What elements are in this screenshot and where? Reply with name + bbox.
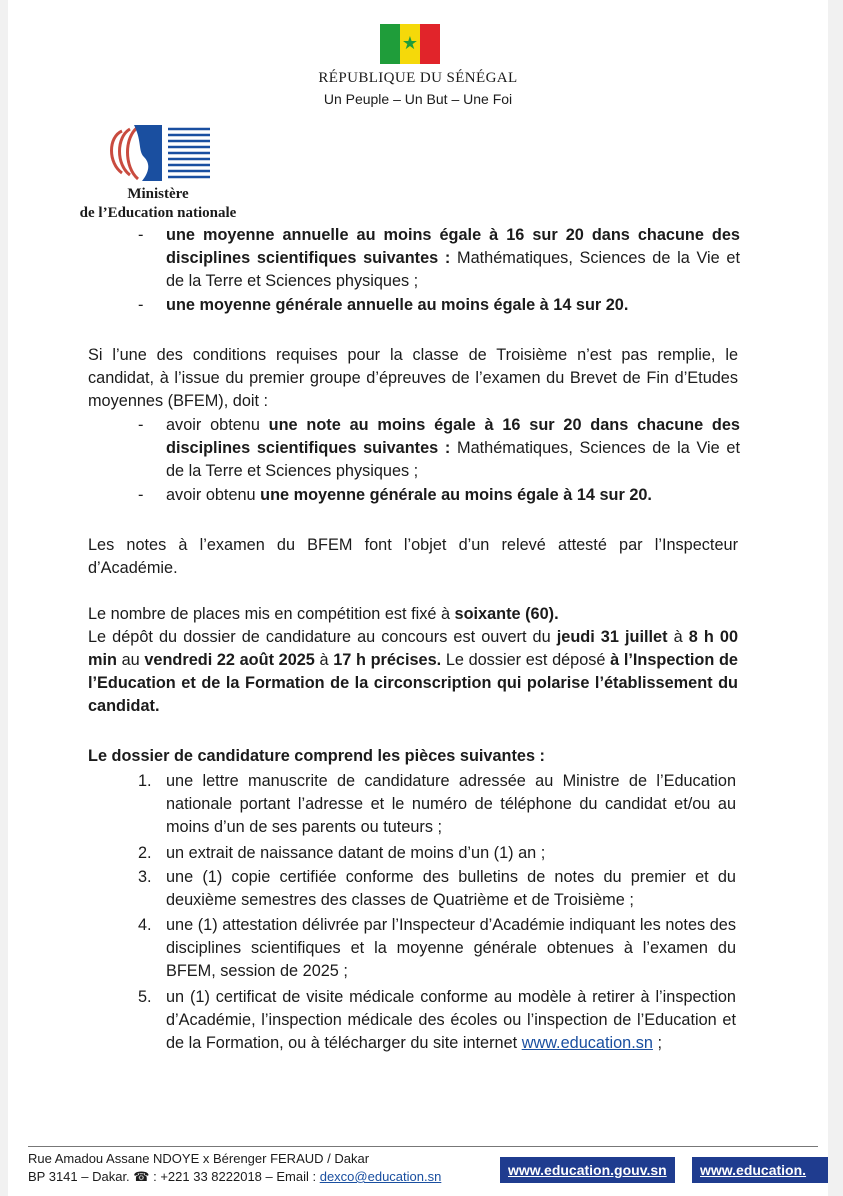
piece-number: 4. [138, 916, 152, 934]
paragraph-notes: Les notes à l’examen du BFEM font l’objet d’un relevé attesté par l’Inspecteur d’Académie. [88, 536, 738, 577]
piece-number: 2. [138, 844, 152, 862]
national-motto: Un Peuple – Un But – Une Foi [323, 91, 513, 107]
footer-divider [28, 1146, 818, 1147]
piece-text: une (1) copie certifiée conforme des bulletins de notes du premier et du deuxième semestres des classes de Quatrième et de Troisième ; [166, 868, 736, 909]
paragraph-places [88, 603, 738, 626]
dossier-title-text: Le dossier de candidature comprend les pièces suivantes : [88, 747, 545, 765]
bfem-pre: avoir obtenu [166, 486, 261, 504]
piece-item [128, 770, 740, 839]
bfem-bold: une moyenne générale au moins égale à 14 sur 20. [260, 486, 652, 504]
star-icon: ★ [401, 33, 419, 53]
ministry-line-2: de l’Education nationale [79, 205, 237, 221]
piece-item [128, 914, 740, 983]
piece-text-main: un (1) certificat de visite médicale conforme au modèle à retirer à l’inspection d’Académie, l’inspection médicale des écoles ou l’inspection de l’Education et de la Formation, ou à télécharger du site internet [166, 988, 736, 1052]
places-bold: soixante (60). [454, 605, 559, 623]
ministry-logo [104, 123, 214, 183]
condition-item: - une moyenne annuelle au moins égale à 16 sur 20 dans chacune des disciplines scientifiques suivantes : Mathématiques, Sciences de la Vie et de la Terre et Sciences physiques ; [138, 226, 741, 290]
piece-item [128, 842, 740, 865]
ministry-line-1: Ministère [127, 186, 189, 202]
depot-location: à l’Inspection de l’Education et de la Formation de la circonscription qui polarise l’établissement du candidat. [88, 651, 738, 715]
depot-text: Le dépôt du dossier de candidature au concours est ouvert du [88, 628, 557, 646]
footer-email-link[interactable]: dexco@education.sn [319, 1169, 442, 1184]
depot-text: Le dossier est déposé [441, 651, 611, 669]
footer-phone: : +221 33 8222018 [149, 1169, 262, 1184]
condition-text: Mathématiques, Sciences de la Vie et de la Terre et Sciences physiques ; [166, 249, 741, 290]
depot-text: à [314, 651, 334, 669]
condition-bold: une moyenne annuelle au moins égale à 16 sur 20 dans chacune des disciplines scientifiques suivantes : [166, 226, 740, 267]
senegal-flag [380, 24, 440, 64]
footer-contact [28, 1169, 441, 1185]
depot-date-start: jeudi 31 juillet [556, 628, 668, 646]
places-text: Le nombre de places mis en compétition est fixé à [88, 605, 455, 623]
bfem-bold: une note au moins égale à 16 sur 20 dans chacune des disciplines scientifiques suivantes : [166, 416, 740, 457]
footer-email-label: – Email : [261, 1169, 320, 1184]
depot-text: au [116, 651, 145, 669]
piece-text [166, 986, 736, 1055]
piece-text: une lettre manuscrite de candidature adressée au Ministre de l’Education nationale portant l’adresse et le numéro de téléphone du candidat et/ou au moins d’un de ses parents ou tuteurs ; [166, 772, 736, 836]
dossier-title [88, 745, 738, 768]
bfem-item: - avoir obtenu une moyenne générale au moins égale à 14 sur 20. [138, 486, 652, 504]
bfem-item: - avoir obtenu une note au moins égale à 16 sur 20 dans chacune des disciplines scientifiques suivantes : Mathématiques, Sciences de la Vie et de la Terre et Sciences physiques ; [138, 416, 741, 480]
bfem-pre: avoir obtenu [166, 416, 269, 434]
footer-bp: BP 3141 – Dakar. [28, 1169, 130, 1184]
condition-item: - une moyenne générale annuelle au moins égale à 14 sur 20. [138, 296, 629, 314]
piece-number: 1. [138, 772, 152, 790]
depot-text: à [667, 628, 689, 646]
site-link-gouv[interactable]: www.education.gouv.sn [500, 1157, 675, 1183]
paragraph-troisieme: Si l’une des conditions requises pour la classe de Troisième n’est pas remplie, le candidat, à l’issue du premier groupe d’épreuves de l’examen du Brevet de Fin d’Etudes moyennes (BFEM), doit : [88, 346, 738, 410]
depot-time-end: 17 h précises. [333, 651, 442, 669]
site-link-education[interactable]: www.education. [692, 1157, 828, 1183]
piece-item [128, 986, 740, 1055]
ministry-name [58, 185, 258, 223]
bfem-text: Mathématiques, Sciences de la Vie et de la Terre et Sciences physiques ; [166, 439, 741, 480]
piece-text: un extrait de naissance datant de moins d’un (1) an ; [166, 844, 546, 862]
condition-bold: une moyenne générale annuelle au moins égale à 14 sur 20. [166, 296, 629, 314]
phone-icon: ☎ [133, 1169, 150, 1184]
education-site-link[interactable]: www.education.sn [521, 1034, 653, 1052]
republic-title: RÉPUBLIQUE DU SÉNÉGAL [318, 70, 518, 86]
piece-text-end: ; [652, 1034, 662, 1052]
paragraph-depot [88, 626, 738, 718]
document-page [8, 0, 828, 1196]
piece-number: 5. [138, 988, 152, 1006]
footer-address: Rue Amadou Assane NDOYE x Bérenger FERAUD / Dakar [28, 1151, 370, 1166]
depot-date-end: vendredi 22 août 2025 [144, 651, 315, 669]
piece-number: 3. [138, 868, 152, 886]
piece-text: une (1) attestation délivrée par l’Inspecteur d’Académie indiquant les notes des disciplines scientifiques et la moyenne générale obtenues à l’examen du BFEM, session de 2025 ; [166, 916, 736, 980]
piece-item [128, 866, 740, 912]
depot-time-start: 8 h 00 min [88, 628, 738, 669]
